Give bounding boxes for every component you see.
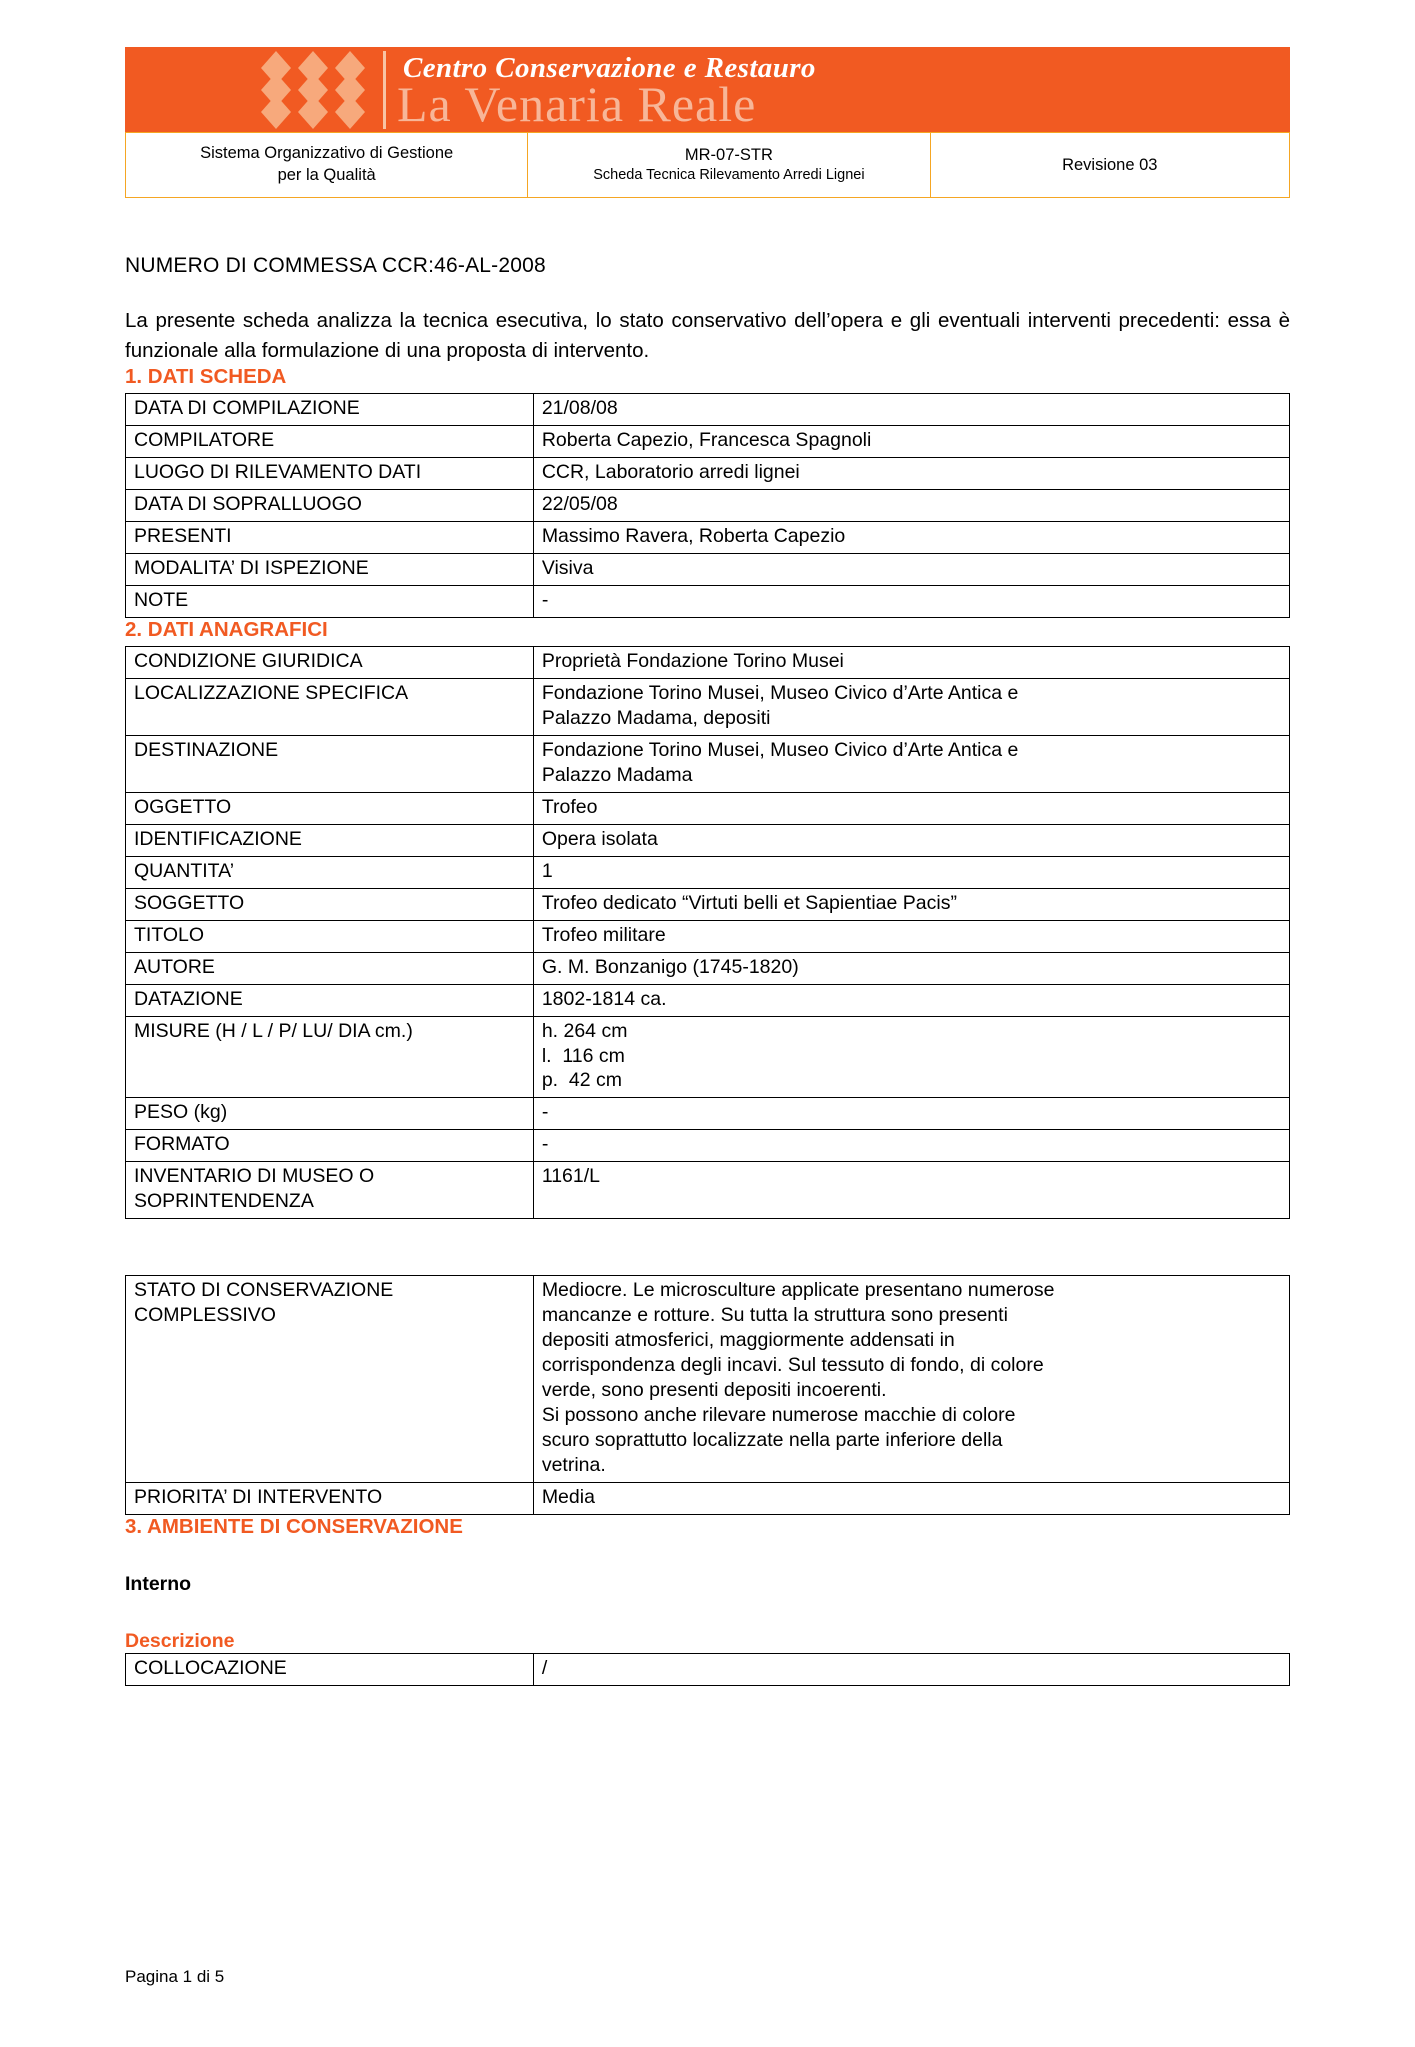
row-value: 22/05/08 xyxy=(533,490,1289,522)
row-label: PRESENTI xyxy=(126,522,534,554)
section-2-tbody xyxy=(126,647,1290,1219)
row-value: 1 xyxy=(533,856,1289,888)
row-value: CCR, Laboratorio arredi lignei xyxy=(533,458,1289,490)
row-label: PESO (kg) xyxy=(126,1098,534,1130)
section-1-tbody xyxy=(126,394,1290,618)
row-label: OGGETTO xyxy=(126,792,534,824)
row-label: DESTINAZIONE xyxy=(126,735,534,792)
row-label: COLLOCAZIONE xyxy=(126,1653,534,1685)
row-label: FORMATO xyxy=(126,1130,534,1162)
row-value: G. M. Bonzanigo (1745-1820) xyxy=(533,952,1289,984)
table-row xyxy=(126,1653,1290,1685)
row-label: NOTE xyxy=(126,586,534,618)
row-value: - xyxy=(533,586,1289,618)
row-value: Proprietà Fondazione Torino Musei xyxy=(533,647,1289,679)
row-label: STATO DI CONSERVAZIONE COMPLESSIVO xyxy=(126,1276,534,1483)
intro-paragraph: La presente scheda analizza la tecnica esecutiva, lo stato conservativo dell’opera e gli eventuali interventi precedenti: essa è funzionale alla formulazione di una proposta di intervento. xyxy=(125,309,1290,362)
row-label: SOGGETTO xyxy=(126,888,534,920)
section-1-table xyxy=(125,393,1290,618)
masthead-banner xyxy=(125,47,1290,132)
table-row xyxy=(126,1482,1290,1514)
table-row xyxy=(126,1098,1290,1130)
section-2-heading: 2. DATI ANAGRAFICI xyxy=(125,618,328,642)
row-value: Opera isolata xyxy=(533,824,1289,856)
row-value: 1802-1814 ca. xyxy=(533,984,1289,1016)
table-row xyxy=(126,490,1290,522)
row-value: - xyxy=(533,1098,1289,1130)
row-label: LUOGO DI RILEVAMENTO DATI xyxy=(126,458,534,490)
row-value: 1161/L xyxy=(533,1162,1289,1219)
row-label: CONDIZIONE GIURIDICA xyxy=(126,647,534,679)
row-label: LOCALIZZAZIONE SPECIFICA xyxy=(126,679,534,736)
row-value: Media xyxy=(533,1482,1289,1514)
document-header-table xyxy=(125,132,1290,198)
row-label: INVENTARIO DI MUSEO O SOPRINTENDENZA xyxy=(126,1162,534,1219)
table-row xyxy=(126,984,1290,1016)
header-table-row xyxy=(126,133,1290,198)
table-row xyxy=(126,856,1290,888)
row-value: Massimo Ravera, Roberta Capezio xyxy=(533,522,1289,554)
logo-divider-rule xyxy=(383,51,386,129)
table-row xyxy=(126,1016,1290,1098)
table-row xyxy=(126,920,1290,952)
table-row xyxy=(126,1130,1290,1162)
row-value: h. 264 cm l. 116 cm p. 42 cm xyxy=(533,1016,1289,1098)
document-page xyxy=(0,47,1415,2047)
row-label: MISURE (H / L / P/ LU/ DIA cm.) xyxy=(126,1016,534,1098)
row-value: Trofeo militare xyxy=(533,920,1289,952)
row-value: Fondazione Torino Musei, Museo Civico d’Arte Antica e Palazzo Madama, depositi xyxy=(533,679,1289,736)
row-label: IDENTIFICAZIONE xyxy=(126,824,534,856)
table-row xyxy=(126,426,1290,458)
section-2-table xyxy=(125,646,1290,1219)
row-value: Mediocre. Le microsculture applicate presentano numerose mancanze e rotture. Su tutta la struttura sono presenti depositi atmosferici, maggiormente addensati in corrispondenza degli incavi. Sul tessuto di fondo, di colore verde, sono presenti depositi incoerenti. Si possono anche rilevare numerose macchie di colore scuro soprattutto localizzate nella parte inferiore della vetrina. xyxy=(533,1276,1289,1483)
row-value: Fondazione Torino Musei, Museo Civico d’Arte Antica e Palazzo Madama xyxy=(533,735,1289,792)
row-label: DATA DI SOPRALLUOGO xyxy=(126,490,534,522)
section-3-heading: 3. AMBIENTE DI CONSERVAZIONE xyxy=(125,1514,463,1538)
table-row xyxy=(126,792,1290,824)
row-label: DATA DI COMPILAZIONE xyxy=(126,394,534,426)
header-cell-revision: Revisione 03 xyxy=(930,133,1289,198)
table-row xyxy=(126,824,1290,856)
table-row xyxy=(126,586,1290,618)
table-row xyxy=(126,1162,1290,1219)
row-label: COMPILATORE xyxy=(126,426,534,458)
brand-title-line1: Centro Conservazione e Restauro xyxy=(403,52,816,84)
row-value: Trofeo dedicato “Virtuti belli et Sapientiae Pacis” xyxy=(533,888,1289,920)
commessa-number: NUMERO DI COMMESSA CCR:46-AL-2008 xyxy=(125,254,546,277)
conservation-tbody xyxy=(126,1276,1290,1515)
row-label: DATAZIONE xyxy=(126,984,534,1016)
table-row xyxy=(126,735,1290,792)
table-row xyxy=(126,888,1290,920)
table-row xyxy=(126,952,1290,984)
header-doc-subtitle: Scheda Tecnica Rilevamento Arredi Lignei xyxy=(593,167,865,184)
row-value: - xyxy=(533,1130,1289,1162)
section-3-tbody xyxy=(126,1653,1290,1685)
row-label: PRIORITA’ DI INTERVENTO xyxy=(126,1482,534,1514)
row-value: Roberta Capezio, Francesca Spagnoli xyxy=(533,426,1289,458)
row-value: Visiva xyxy=(533,554,1289,586)
page-footer: Pagina 1 di 5 xyxy=(125,1967,225,1986)
table-row xyxy=(126,679,1290,736)
header-doc-code: MR-07-STR xyxy=(684,146,773,165)
row-label: QUANTITA’ xyxy=(126,856,534,888)
section-3-subhead-descrizione: Descrizione xyxy=(125,1629,235,1652)
conservation-state-table xyxy=(125,1275,1290,1515)
section-3-table xyxy=(125,1653,1290,1686)
header-cell-code xyxy=(528,133,930,198)
brand-title-line2: La Venaria Reale xyxy=(397,76,757,132)
row-label: MODALITA’ DI ISPEZIONE xyxy=(126,554,534,586)
section-1-heading: 1. DATI SCHEDA xyxy=(125,365,287,389)
row-value: 21/08/08 xyxy=(533,394,1289,426)
row-label: TITOLO xyxy=(126,920,534,952)
table-row xyxy=(126,647,1290,679)
row-label: AUTORE xyxy=(126,952,534,984)
table-row xyxy=(126,522,1290,554)
header-cell-system: Sistema Organizzativo di Gestione per la Qualità xyxy=(126,133,528,198)
row-value: / xyxy=(533,1653,1289,1685)
venaria-diamond-logo-icon xyxy=(258,47,368,132)
table-row xyxy=(126,458,1290,490)
section-3-subhead-interno: Interno xyxy=(125,1572,192,1595)
row-value: Trofeo xyxy=(533,792,1289,824)
table-row xyxy=(126,1276,1290,1483)
table-row xyxy=(126,554,1290,586)
table-row xyxy=(126,394,1290,426)
